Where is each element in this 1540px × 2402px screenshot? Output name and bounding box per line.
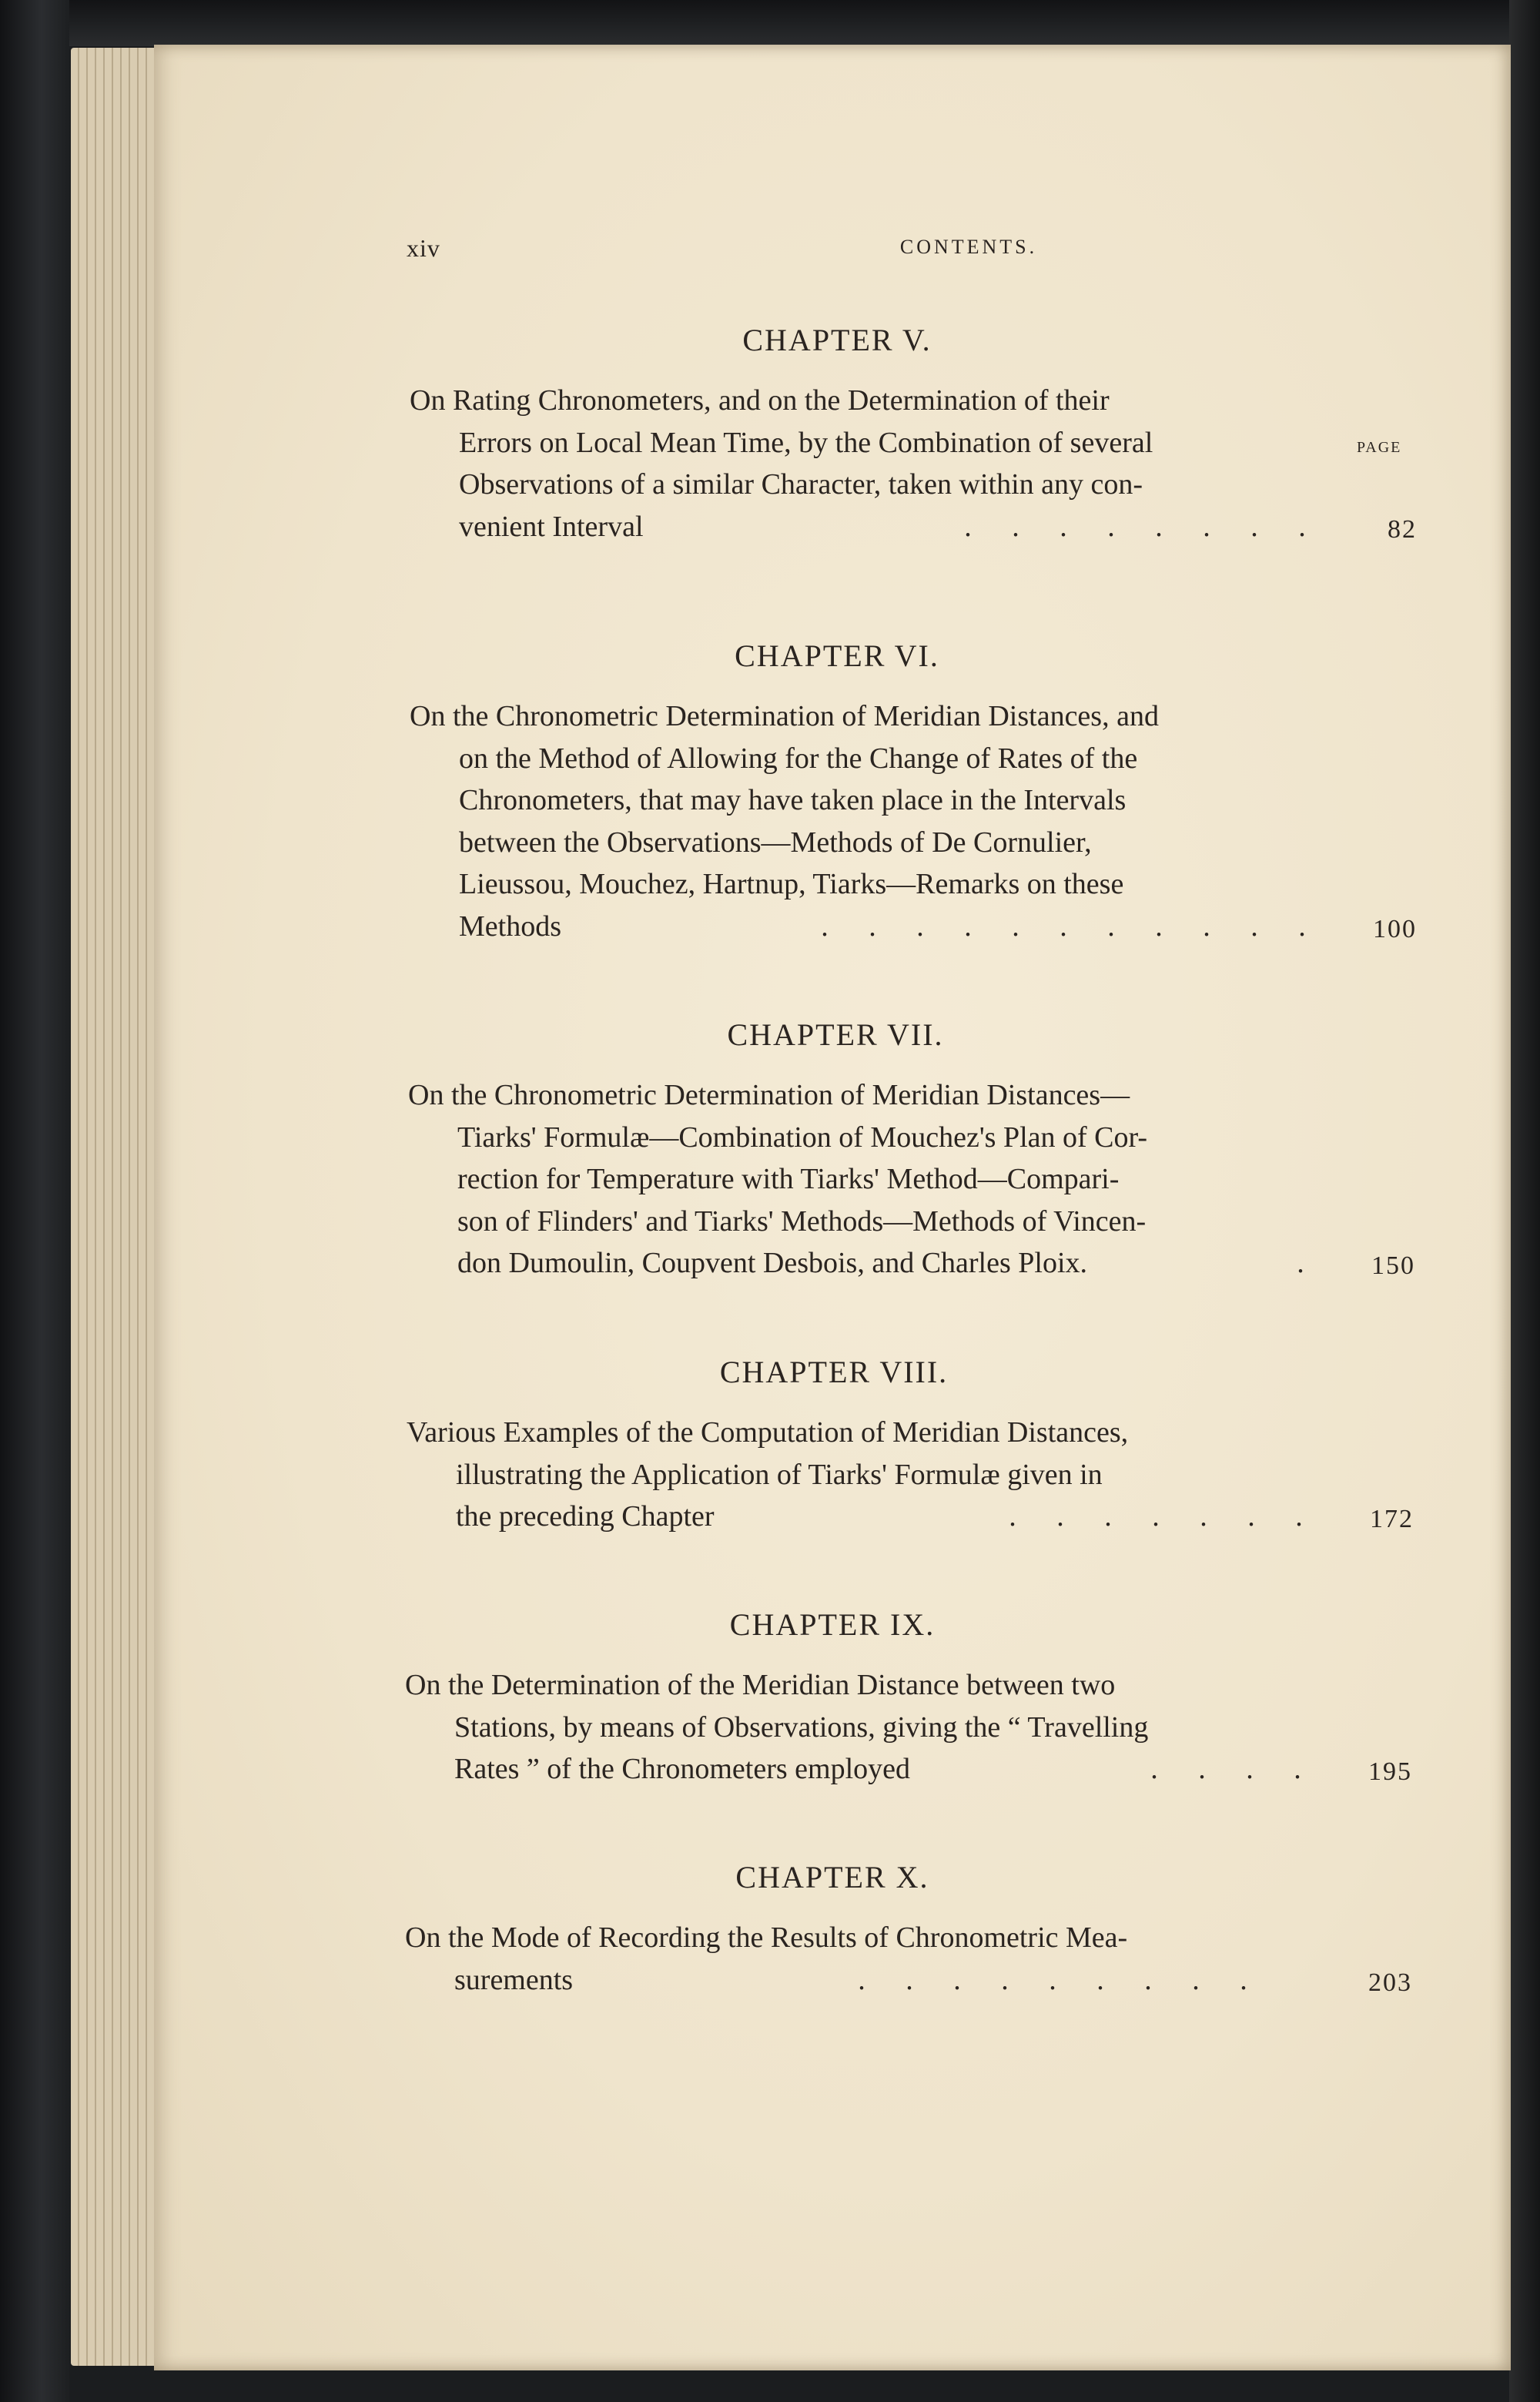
entry-line: Tiarks' Formulæ—Combination of Mouchez's Plan of Cor-: [457, 1121, 1148, 1154]
binding-right: [1509, 0, 1540, 2402]
chapter-heading: CHAPTER V.: [742, 323, 932, 357]
chapter-vii: [408, 1017, 1415, 1285]
entry-line: son of Flinders' and Tiarks' Methods—Methods of Vincen-: [457, 1204, 1147, 1238]
running-head: [407, 234, 1531, 265]
dot-leader: . . . . . . . .: [964, 510, 1306, 543]
binding-left: [0, 0, 69, 2402]
entry-line: illustrating the Application of Tiarks' Formulæ given in: [456, 1458, 1103, 1491]
toc-entry: [405, 1917, 1412, 2001]
running-title: CONTENTS.: [899, 236, 1038, 258]
entry-last-line: [408, 1242, 1415, 1285]
binding-top: [0, 0, 1540, 46]
entry-last-line: [405, 1959, 1412, 2002]
page-number: 100: [1373, 914, 1417, 943]
dot-leader: . . . . . . .: [1009, 1500, 1303, 1533]
entry-last-line: [407, 1496, 1414, 1538]
entry-last-text: surements: [454, 1963, 574, 1996]
page-number: 150: [1371, 1251, 1415, 1280]
toc-entry: [408, 1074, 1415, 1285]
page-number: 82: [1388, 514, 1417, 544]
entry-last-line: [405, 1748, 1412, 1791]
chapter-heading: CHAPTER VI.: [735, 638, 939, 673]
entry-line: Various Examples of the Computation of Meridian Distances,: [407, 1416, 1129, 1449]
entry-line: on the Method of Allowing for the Change of Rates of the: [459, 742, 1138, 775]
entry-line: On the Determination of the Meridian Distance between two: [405, 1669, 1116, 1701]
chapter-heading: CHAPTER VII.: [727, 1017, 944, 1052]
entry-last-text: Rates ” of the Chronometers employed: [454, 1753, 911, 1785]
entry-line: On the Chronometric Determination of Meridian Distances—: [408, 1079, 1130, 1111]
entry-line: between the Observations—Methods of De Cornulier,: [459, 826, 1092, 859]
toc-entry: [407, 1412, 1414, 1538]
chapter-x: [405, 1859, 1412, 2001]
entry-last-text: venient Interval: [459, 510, 644, 543]
entry-last-line: [410, 506, 1417, 548]
entry-line: Errors on Local Mean Time, by the Combination of several: [459, 426, 1153, 459]
entry-last-line: [410, 906, 1417, 948]
entry-line: Observations of a similar Character, taken within any con-: [459, 468, 1143, 501]
entry-line: On Rating Chronometers, and on the Determination of their: [410, 384, 1110, 417]
book-page: [154, 45, 1511, 2370]
page-number: 195: [1368, 1757, 1412, 1786]
dot-leader: . . . . . . . . . . .: [821, 910, 1306, 943]
entry-last-text: don Dumoulin, Coupvent Desbois, and Charles Ploix.: [457, 1247, 1088, 1279]
entry-line: On the Mode of Recording the Results of Chronometric Mea-: [405, 1921, 1128, 1954]
page-number: 203: [1368, 1968, 1412, 1997]
page-number: 172: [1370, 1505, 1414, 1533]
toc-entry: [405, 1664, 1412, 1791]
page-folio: xiv: [407, 234, 440, 262]
dot-leader: . . . . . . . . .: [858, 1963, 1247, 1996]
dot-leader: .: [1297, 1247, 1304, 1279]
toc-entry: [410, 695, 1417, 947]
entry-line: On the Chronometric Determination of Meridian Distances, and: [410, 700, 1159, 732]
dot-leader: . . . .: [1150, 1753, 1301, 1785]
chapter-heading: CHAPTER IX.: [729, 1607, 936, 1642]
chapter-heading: CHAPTER VIII.: [719, 1355, 949, 1389]
entry-line: rection for Temperature with Tiarks' Method—Compari-: [457, 1163, 1120, 1195]
page-edges: [71, 48, 163, 2366]
entry-line: Lieussou, Mouchez, Hartnup, Tiarks—Remarks on these: [459, 868, 1124, 900]
entry-line: Chronometers, that may have taken place in the Intervals: [459, 784, 1127, 816]
chapter-heading: CHAPTER X.: [735, 1860, 929, 1894]
page-column-label: PAGE: [1357, 439, 1402, 456]
chapter-viii: [407, 1354, 1414, 1538]
chapter-vi: [410, 638, 1417, 947]
entry-line: Stations, by means of Observations, giving the “ Travelling: [454, 1710, 1149, 1744]
entry-last-text: Methods: [459, 910, 561, 943]
chapter-ix: [405, 1606, 1412, 1791]
entry-last-text: the preceding Chapter: [456, 1500, 715, 1533]
